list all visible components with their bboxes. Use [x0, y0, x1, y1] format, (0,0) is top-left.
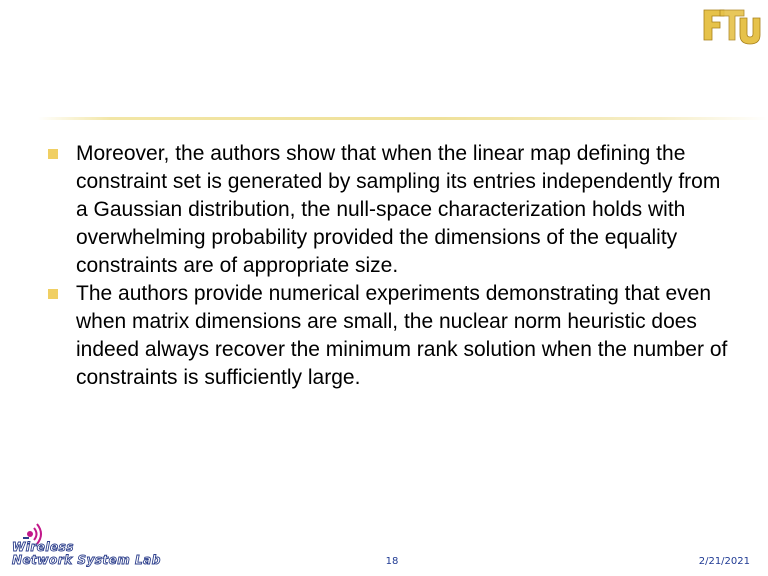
lab-name-line2: Network System Lab — [12, 553, 161, 567]
lab-name — [12, 541, 161, 567]
header-divider — [38, 117, 768, 120]
lab-name-line1: Wireless — [12, 540, 74, 554]
bullet-item — [48, 140, 728, 280]
university-logo — [700, 6, 762, 46]
bullet-item — [48, 280, 728, 392]
slide-content — [48, 140, 728, 392]
bullet-square-icon — [48, 289, 58, 299]
bullet-text: Moreover, the authors show that when the linear map defining the constraint set is generated by sampling its entries independently from a Gaussian distribution, the null-space characterization holds with overwhelming probability provided the dimensions of the equality constraints are of appropriate size. — [76, 142, 721, 277]
bullet-text: The authors provide numerical experiments demonstrating that even when matrix dimensions are small, the nuclear norm heuristic does indeed always recover the minimum rank solution when the number of constraints is sufficiently large. — [76, 282, 728, 389]
bullet-square-icon — [48, 149, 58, 159]
footer-date: 2/21/2021 — [698, 556, 750, 567]
page-number: 18 — [385, 556, 399, 567]
